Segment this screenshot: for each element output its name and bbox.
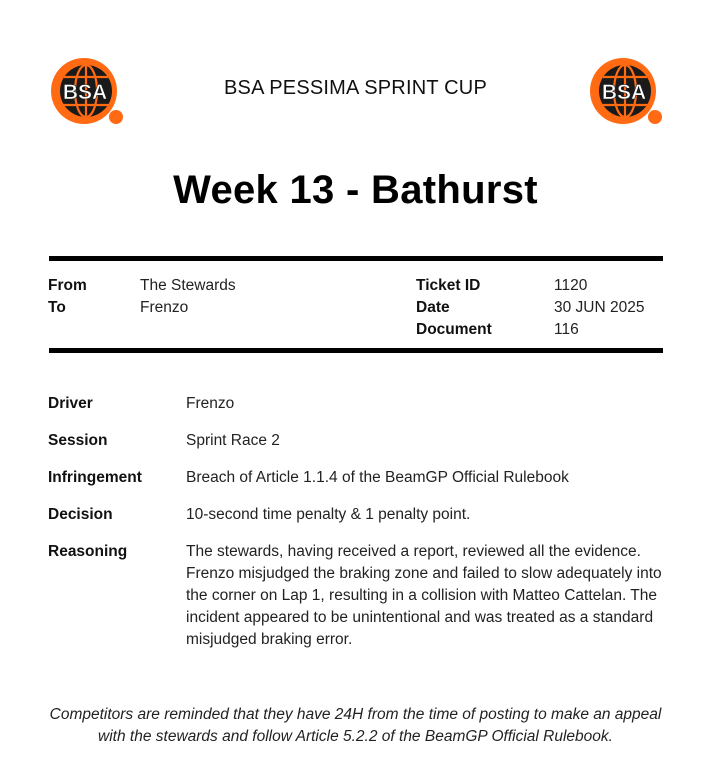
meta-row-date [416, 297, 644, 319]
meta-row-to [48, 297, 236, 319]
document-header [48, 55, 663, 127]
detail-row-infringement [48, 467, 668, 489]
meta-left [48, 275, 236, 319]
document-label: Document [416, 321, 492, 338]
appeal-notice: Competitors are reminded that they have 24H from the time of posting to make an appeal with the stewards and follow Article 5.2.2 of the BeamGP Official Rulebook. [49, 706, 662, 745]
detail-row-decision [48, 504, 668, 526]
divider-top [49, 256, 663, 261]
from-label: From [48, 277, 87, 294]
detail-label: Driver [48, 395, 93, 412]
detail-label: Infringement [48, 469, 142, 486]
detail-value: 10-second time penalty & 1 penalty point. [186, 506, 471, 523]
from-value: The Stewards [140, 277, 236, 294]
org-name: BSA PESSIMA SPRINT CUP [223, 77, 487, 99]
detail-value: Frenzo [186, 395, 235, 412]
ticket-id-label: Ticket ID [416, 277, 481, 294]
detail-label: Session [48, 432, 108, 449]
logo-text: BSA [62, 81, 108, 104]
detail-value: The stewards, having received a report, reviewed all the evidence. Frenzo misjudged the braking zone and failed to slow adequately into the corner on Lap 1, resulting in a collision with Matteo Cattelan. The incident appeared to be unintentional and was treated as a standard misjudged braking error. [186, 543, 662, 648]
decision-details [48, 393, 668, 666]
detail-row-session [48, 430, 668, 452]
detail-row-reasoning [48, 541, 668, 651]
detail-label: Decision [48, 506, 113, 523]
ticket-id-value: 1120 [554, 277, 588, 294]
meta-row-from [48, 275, 236, 297]
meta-row-document [416, 319, 644, 341]
document-value: 116 [554, 321, 579, 338]
detail-label: Reasoning [48, 543, 128, 560]
meta-row-ticket [416, 275, 644, 297]
date-label: Date [416, 299, 450, 316]
to-label: To [48, 299, 66, 316]
date-value: 30 JUN 2025 [554, 299, 645, 316]
logo-text: BSA [601, 81, 647, 104]
page-title: Week 13 - Bathurst [173, 168, 538, 212]
to-value: Frenzo [140, 299, 189, 316]
bsa-globe-logo-icon [587, 55, 663, 127]
detail-value: Sprint Race 2 [186, 432, 280, 449]
detail-value: Breach of Article 1.1.4 of the BeamGP Official Rulebook [186, 469, 569, 486]
detail-row-driver [48, 393, 668, 415]
divider-bottom [49, 348, 663, 353]
meta-right [416, 275, 644, 341]
